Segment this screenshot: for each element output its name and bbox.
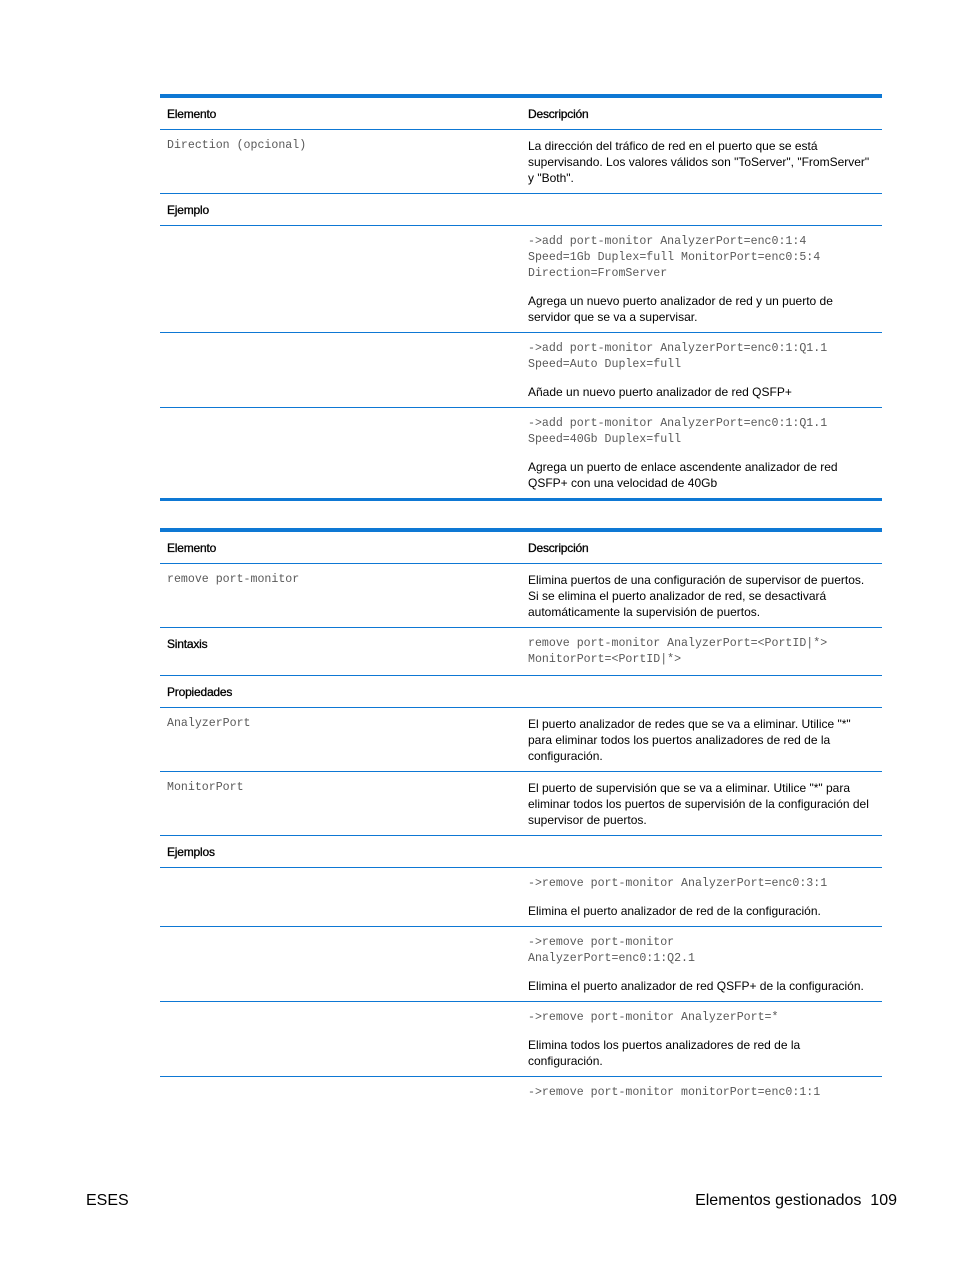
header-descripcion: Descripción bbox=[528, 107, 589, 121]
table-bottom-rule bbox=[160, 498, 882, 501]
property-name: AnalyzerPort bbox=[167, 717, 251, 730]
table-remove-port-monitor bbox=[160, 528, 882, 1108]
property-row bbox=[160, 708, 882, 772]
example-description: Elimina todos los puertos analizadores de red de la configuración. bbox=[528, 1038, 801, 1068]
page-number: 109 bbox=[870, 1192, 897, 1209]
example-code: ->remove port-monitor AnalyzerPort=enc0:1:Q2.1 bbox=[528, 936, 695, 965]
property-description: El puerto de supervisión que se va a eliminar. Utilice "*" para eliminar todos los puertos de supervisión de la configuración del supervisor de puertos. bbox=[528, 781, 869, 827]
header-elemento: Elemento bbox=[167, 541, 217, 555]
example-code: ->remove port-monitor monitorPort=enc0:1:1 bbox=[528, 1086, 821, 1099]
section-row-properties bbox=[160, 676, 882, 708]
example-description: Agrega un puerto de enlace ascendente analizador de red QSFP+ con una velocidad de 40Gb bbox=[528, 460, 838, 490]
section-label: Propiedades bbox=[167, 685, 233, 699]
example-row bbox=[160, 1002, 882, 1077]
section-row-example bbox=[160, 194, 882, 226]
example-row bbox=[160, 927, 882, 1002]
example-code: ->remove port-monitor AnalyzerPort=enc0:3:1 bbox=[528, 877, 828, 890]
footer-section-page bbox=[695, 1191, 897, 1211]
example-row bbox=[160, 408, 882, 498]
example-code: ->add port-monitor AnalyzerPort=enc0:1:Q1.1 Speed=Auto Duplex=full bbox=[528, 342, 828, 371]
table-row-syntax bbox=[160, 628, 882, 676]
table-header-row bbox=[160, 98, 882, 130]
example-description: Agrega un nuevo puerto analizador de red y un puerto de servidor que se va a supervisar. bbox=[528, 294, 833, 324]
command-description: Elimina puertos de una configuración de supervisor de puertos. Si se elimina el puerto analizador de red, se desactivará automáticamente la supervisión de puertos. bbox=[528, 573, 865, 619]
example-row bbox=[160, 333, 882, 408]
command-name: remove port-monitor bbox=[167, 573, 300, 586]
example-code: ->add port-monitor AnalyzerPort=enc0:1:Q1.1 Speed=40Gb Duplex=full bbox=[528, 417, 828, 446]
table-row-direction bbox=[160, 130, 882, 194]
example-description: Elimina el puerto analizador de red de la configuración. bbox=[528, 904, 821, 918]
example-code: ->add port-monitor AnalyzerPort=enc0:1:4 Speed=1Gb Duplex=full MonitorPort=enc0:5:4 Direction=FromServer bbox=[528, 235, 821, 280]
example-description: Elimina el puerto analizador de red QSFP+ de la configuración. bbox=[528, 979, 864, 993]
example-row bbox=[160, 226, 882, 333]
element-name: Direction (opcional) bbox=[167, 139, 307, 152]
property-name: MonitorPort bbox=[167, 781, 244, 794]
example-row bbox=[160, 868, 882, 927]
element-description: La dirección del tráfico de red en el puerto que se está supervisando. Los valores válidos son "ToServer", "FromServer" y "Both". bbox=[528, 139, 870, 185]
footer-section-title: Elementos gestionados bbox=[695, 1192, 862, 1209]
syntax-code: remove port-monitor AnalyzerPort=<PortID|*> MonitorPort=<PortID|*> bbox=[528, 637, 828, 666]
section-row-examples bbox=[160, 836, 882, 868]
table-direction-continued bbox=[160, 94, 882, 501]
property-description: El puerto analizador de redes que se va a eliminar. Utilice "*" para eliminar todos los puertos analizadores de red de la configuración. bbox=[528, 717, 851, 763]
section-label: Ejemplos bbox=[167, 845, 215, 859]
header-elemento: Elemento bbox=[167, 107, 217, 121]
property-row bbox=[160, 772, 882, 836]
footer-locale: ESES bbox=[86, 1192, 129, 1209]
syntax-label: Sintaxis bbox=[167, 637, 208, 651]
table-header-row bbox=[160, 532, 882, 564]
table-row-command bbox=[160, 564, 882, 628]
example-description: Añade un nuevo puerto analizador de red QSFP+ bbox=[528, 385, 792, 399]
header-descripcion: Descripción bbox=[528, 541, 589, 555]
section-label: Ejemplo bbox=[167, 203, 209, 217]
example-row bbox=[160, 1077, 882, 1108]
example-code: ->remove port-monitor AnalyzerPort=* bbox=[528, 1011, 779, 1024]
